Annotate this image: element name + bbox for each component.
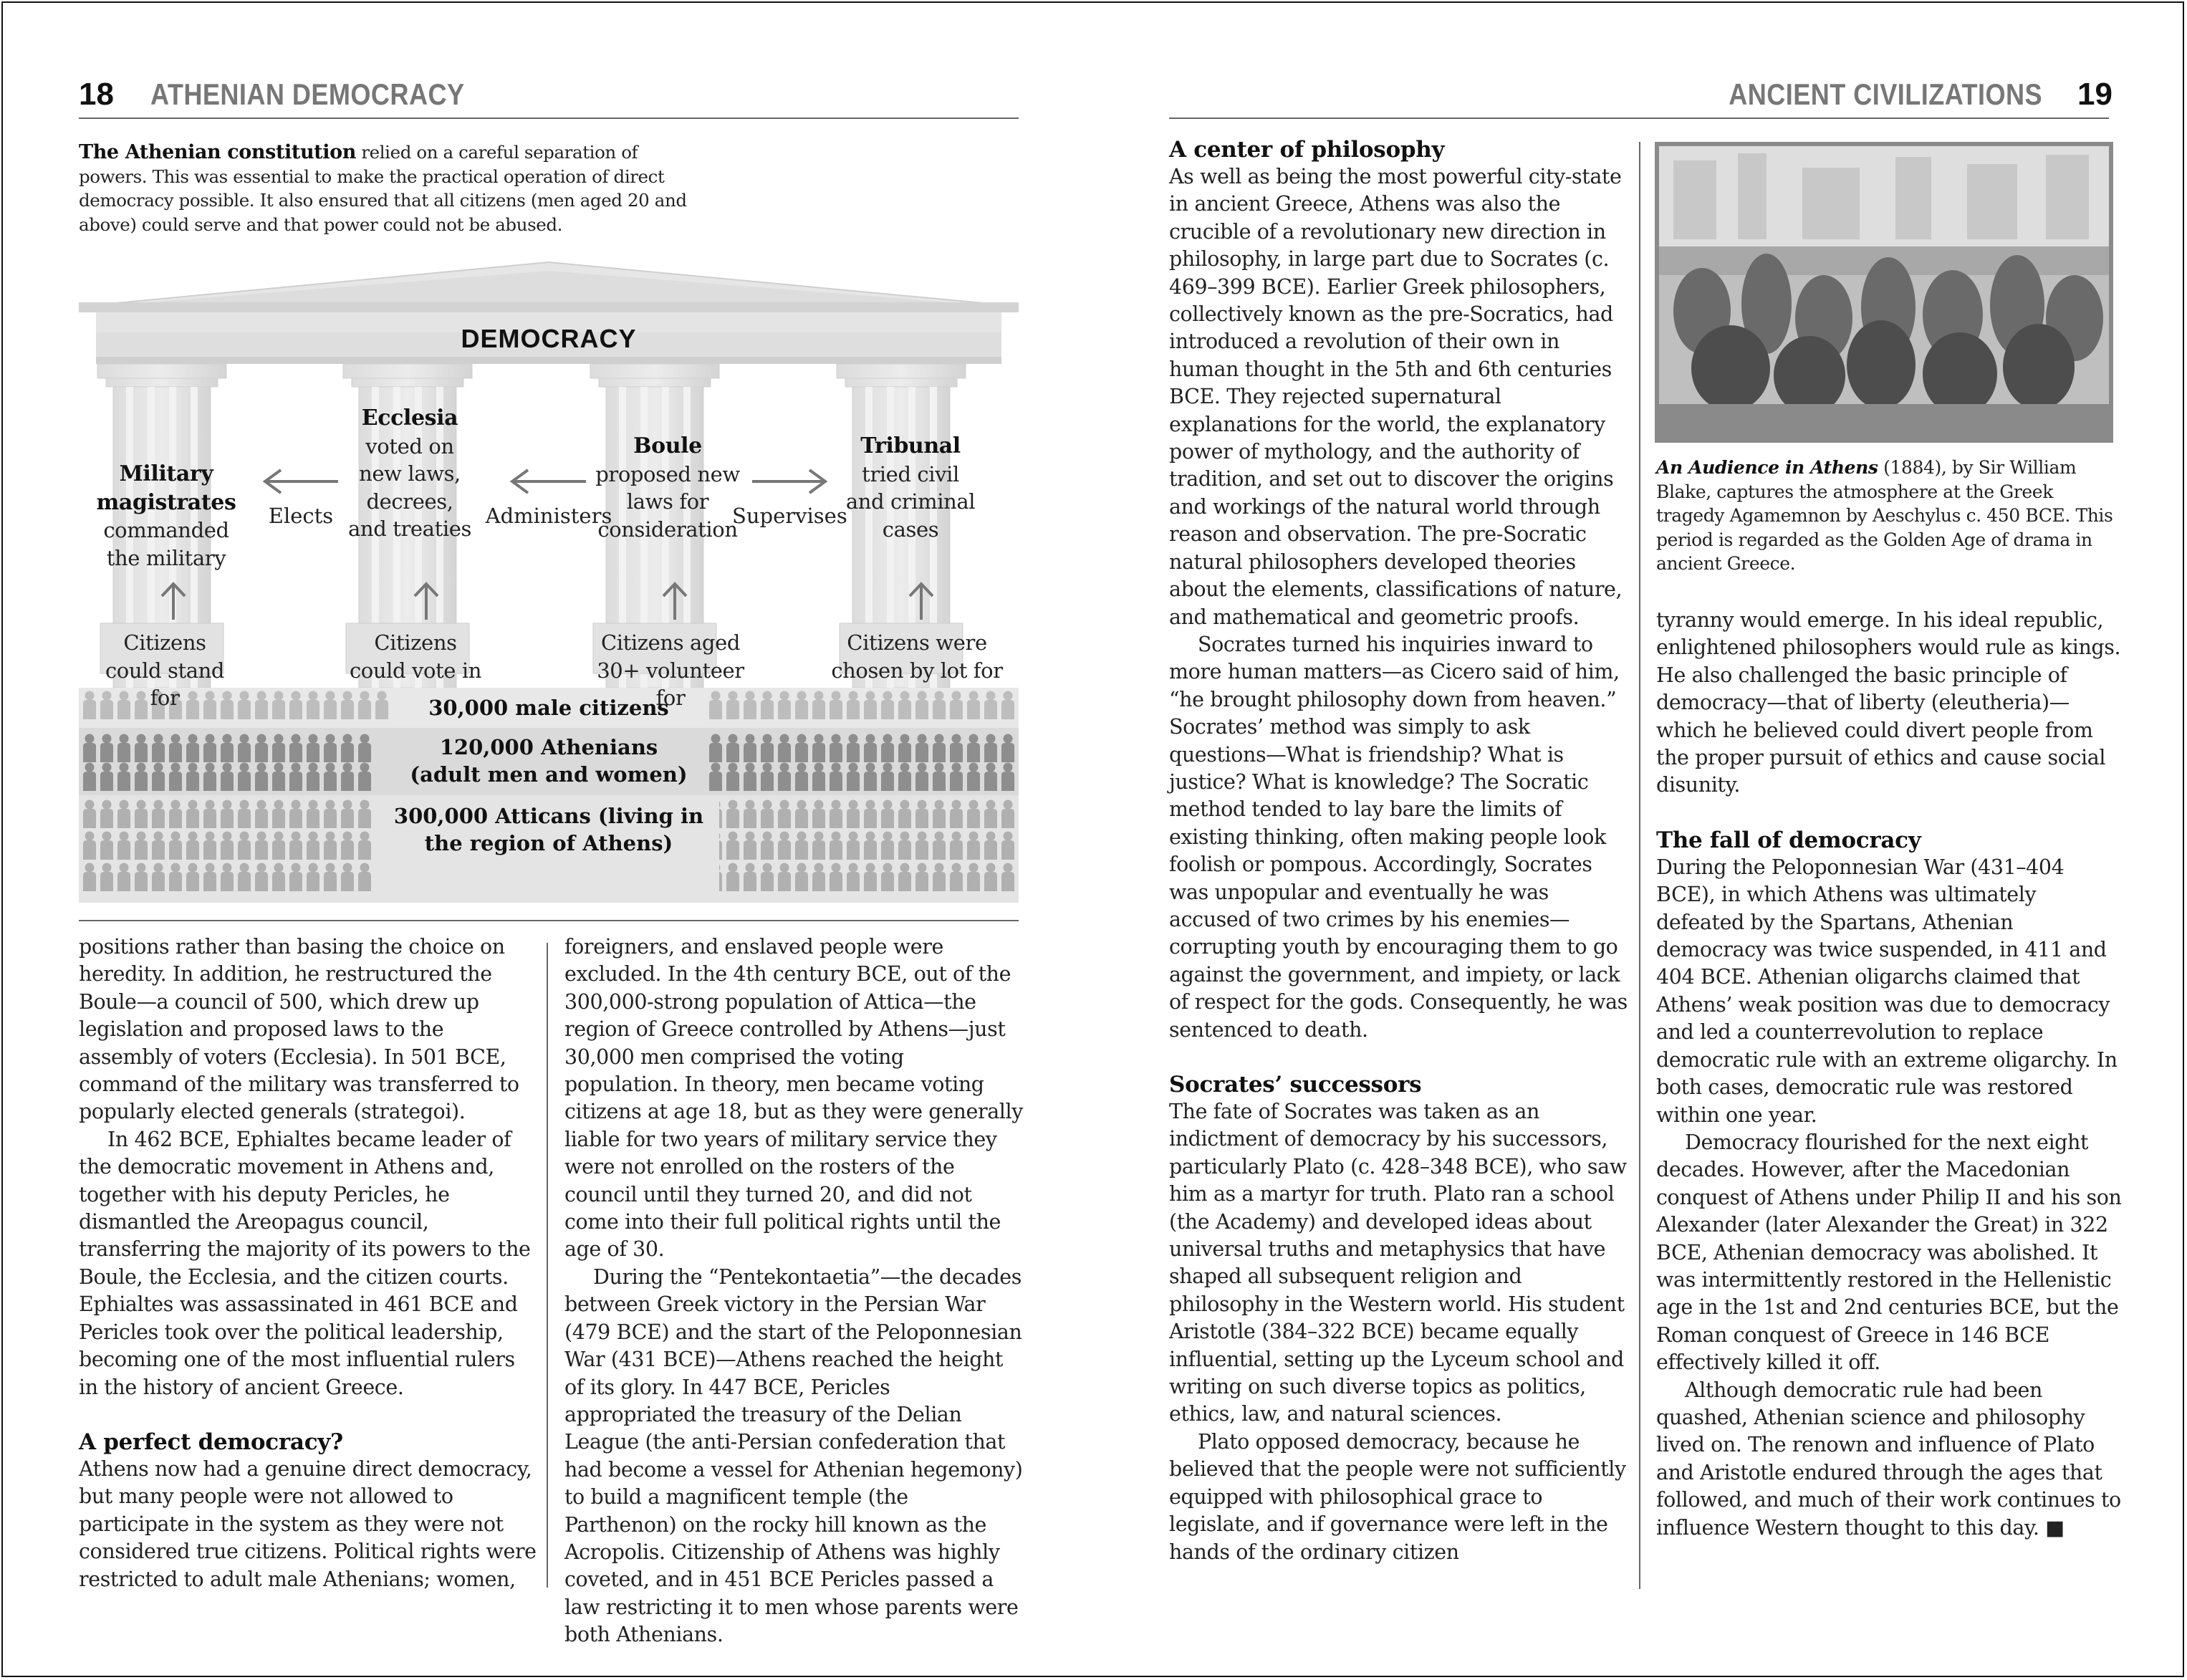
democracy-temple-diagram [79,258,1019,903]
diagram-intro-bold: The Athenian constitution [79,141,356,163]
population-citizens: 30,000 male citizens [428,696,669,720]
painting-image [1659,146,2109,438]
left-running-title: ATHENIAN DEMOCRACY [150,77,465,111]
population-athenians: 120,000 Athenians (adult men and women) [410,735,688,787]
text-column-4 [1656,607,2122,1542]
diagram-intro-text: relied on a careful separation of powers. This was essential to make the practical operation of direct democracy possible. It also ensured that all citizens (men aged 20 and above) could serve and that power could not be abused. [79,142,687,235]
pillar-name: Boule [633,433,702,459]
paragraph: As well as being the most powerful city-state in ancient Greece, Athens was also the crucible of a revolutionary new direction in philosophy, in large part due to Socrates (c. 469–399 BCE). Earlier Greek philosophers, collectively known as the pre-Socratics, had introduced a revolution of their own in human thought in the 5th and 6th centuries BCE. They rejected supernatural explanations for the world, the explanatory power of mythology, and the authority of tradition, and set out to discover the origins and workings of the natural world through reason and observation. The pre-Socratic natural philosophers developed theories about the elements, classifications of nature, and mathematical and geometric proofs. [1169,165,1623,629]
pillar-base-tribunal: Citizens were chosen by lot for [831,630,1003,683]
pillar-ecclesia [345,404,474,543]
paragraph: positions rather than basing the choice on heredity. In addition, he restructured the Boule—a council of 500, which drew up legislation and proposed laws to the assembly of voters (Ecclesia). In 501 BCE, command of the military was transferred to popularly elected generals (strategoi). [79,935,519,1124]
pillar-desc: commanded the military [103,518,229,570]
text-column-2 [564,933,1023,1649]
paragraph: Democracy flourished for the next eight decades. However, after the Macedonian conquest of Athens under Philip II and his son Alexander (later Alexander the Great) in 322 BCE, Athenian democracy was abolished. It was intermittently restored in the Hellenistic age in the 1st and 2nd centuries BCE, but the Roman conquest of Greece in 146 BCE effectively killed it off. [1656,1130,2122,1375]
text-column-1 [79,933,537,1593]
column-divider-2 [1639,142,1640,1589]
pillar-base-boule: Citizens aged 30+ volunteer for [597,630,744,710]
paragraph: During the “Pentekontaetia”—the decades between Greek victory in the Persian War (479 BCE) and the start of the Peloponnesian War (431 BCE)—Athens reached the height of its glory. In 447 BCE, Pericles appropriated the treasury of the Delian League (the anti-Persian confederation that had become a vessel for Athenian hegemony) to build a magnificent temple (the Parthenon) on the rocky hill known as the Acropolis. Citizenship of Athens was highly coveted, and in 451 BCE Pericles passed a law restricting it to men whose parents were both Athenians. [564,1264,1023,1647]
paragraph: Plato opposed democracy, because he believed that the people were not sufficiently equipped with philosophical grace to legislate, and if governance were left in the hands of the ordinary citizen [1169,1429,1626,1564]
diagram-bottom-rule [79,920,1019,921]
right-folio: 19 [2077,77,2113,112]
right-running-title: ANCIENT CIVILIZATIONS [1728,77,2042,111]
pillar-desc: voted on new laws, decrees, and treaties [348,433,471,541]
section-gap [1656,800,2122,827]
relation-elects: Elects [268,504,334,528]
section-gap [1169,1044,1628,1071]
pillar-name: Military magistrates [96,461,236,515]
paragraph: In 462 BCE, Ephialtes became leader of the democratic movement in Athens and, together with his deputy Pericles, he dismantled the Areopagus council, transferring the majority of its powers to the Boule, the Ecclesia, and the citizen courts. Ephialtes was assassinated in 461 BCE and Pericles took over the political leadership, becoming one of the most influential rulers in the history of ancient Greece. [79,1127,531,1399]
an-audience-in-athens-painting [1655,142,2113,443]
relation-supervises: Supervises [732,504,847,528]
population-atticans: 300,000 Atticans (living in the region of Athens) [393,804,704,855]
pillar-name: Tribunal [860,433,961,459]
section-heading: The fall of democracy [1656,827,1921,853]
left-folio: 18 [79,77,114,112]
pillar-tribunal [845,432,976,543]
pillar-military-magistrates [95,460,238,572]
paragraph: foreigners, and enslaved people were excluded. In the 4th century BCE, out of the 300,000-strong population of Attica—the region of Greece controlled by Athens—just 30,000 men comprised the voting population. In theory, men became voting citizens at age 18, but as they were generally liable for two years of military service they were not enrolled on the rosters of the council until they turned 20, and did not come into their full political rights until the age of 30. [564,935,1023,1262]
diagram-title: DEMOCRACY [461,324,637,353]
caption-title: An Audience in Athens [1656,457,1878,478]
pillar-boule [592,432,744,543]
pillar-name: Ecclesia [361,405,458,431]
right-running-head [1678,75,2113,115]
section-heading: A center of philosophy [1169,137,1445,163]
diagram-intro [79,140,695,236]
column-divider-1 [547,943,548,1588]
paragraph: During the Peloponnesian War (431–404 BCE), in which Athens was ultimately defeated by the Spartans, Athenian democracy was twice suspended, in 411 and 404 BCE. Athenian oligarchs claimed that Athens’ weak position was due to democracy and led a counterrevolution to replace democratic rule with an extreme oligarchy. In both cases, democratic rule was restored within one year. [1656,855,2118,1127]
left-header-rule [79,117,1019,119]
pillar-desc: proposed new laws for consideration [595,461,740,542]
section-gap [79,1401,537,1429]
paragraph: tyranny would emerge. In his ideal republic, enlightened philosophers would rule as kings. He also challenged the basic principle of democracy—that of liberty (eleutheria)—which he believed could divert people from the proper pursuit of ethics and cause social disunity. [1656,608,2121,797]
right-header-rule [1169,117,2109,119]
text-column-3 [1169,136,1628,1566]
caption-text: (1884), by Sir William Blake, captures the atmosphere at the Greek tragedy Agamemnon by Aeschylus c. 450 BCE. This period is regarded as the Golden Age of drama in ancient Greece. [1656,457,2113,574]
section-heading: A perfect democracy? [79,1429,343,1455]
left-running-head [79,75,516,115]
paragraph: The fate of Socrates was taken as an indictment of democracy by his successors, particularly Plato (c. 428–348 BCE), who saw him as a martyr for truth. Plato ran a school (the Academy) and developed ideas about universal truths and metaphysics that have shaped all subsequent religion and philosophy in the Western world. His student Aristotle (384–322 BCE) became equally influential, setting up the Lyceum school and writing on such diverse topics as politics, ethics, law, and natural sciences. [1169,1100,1627,1426]
painting-caption [1656,456,2118,576]
pillar-desc: tried civil and criminal cases [845,461,976,542]
relation-administers: Administers [485,504,612,528]
paragraph: Socrates turned his inquiries inward to more human matters—as Cicero said of him, “he brought philosophy down from heaven.” Socrates’ method was simply to ask questions—What is friendship? What is justice? What is knowledge? The Socratic method tended to lay bare the limits of existing thinking, often making people look foolish or pompous. Accordingly, Socrates was unpopular and eventually he was accused of two crimes by his enemies—corrupting youth by encouraging them to go against the government, and impiety, or lack of respect for the gods. Consequently, he was sentenced to death. [1169,632,1628,1042]
paragraph: Athens now had a genuine direct democracy, but many people were not allowed to participate in the system as they were not considered true citizens. Political rights were restricted to adult male Athenians; women, [79,1456,537,1591]
paragraph: Although democratic rule had been quashed, Athenian science and philosophy lived on. The renown and influence of Plato and Aristotle endured through the ages that followed, and much of their work continues to influence Western thought to this day. ■ [1656,1378,2121,1540]
pillar-base-ecclesia: Citizens could vote in [349,630,482,683]
pillar-base-military: Citizens could stand for [105,630,225,710]
section-heading: Socrates’ successors [1169,1072,1422,1098]
